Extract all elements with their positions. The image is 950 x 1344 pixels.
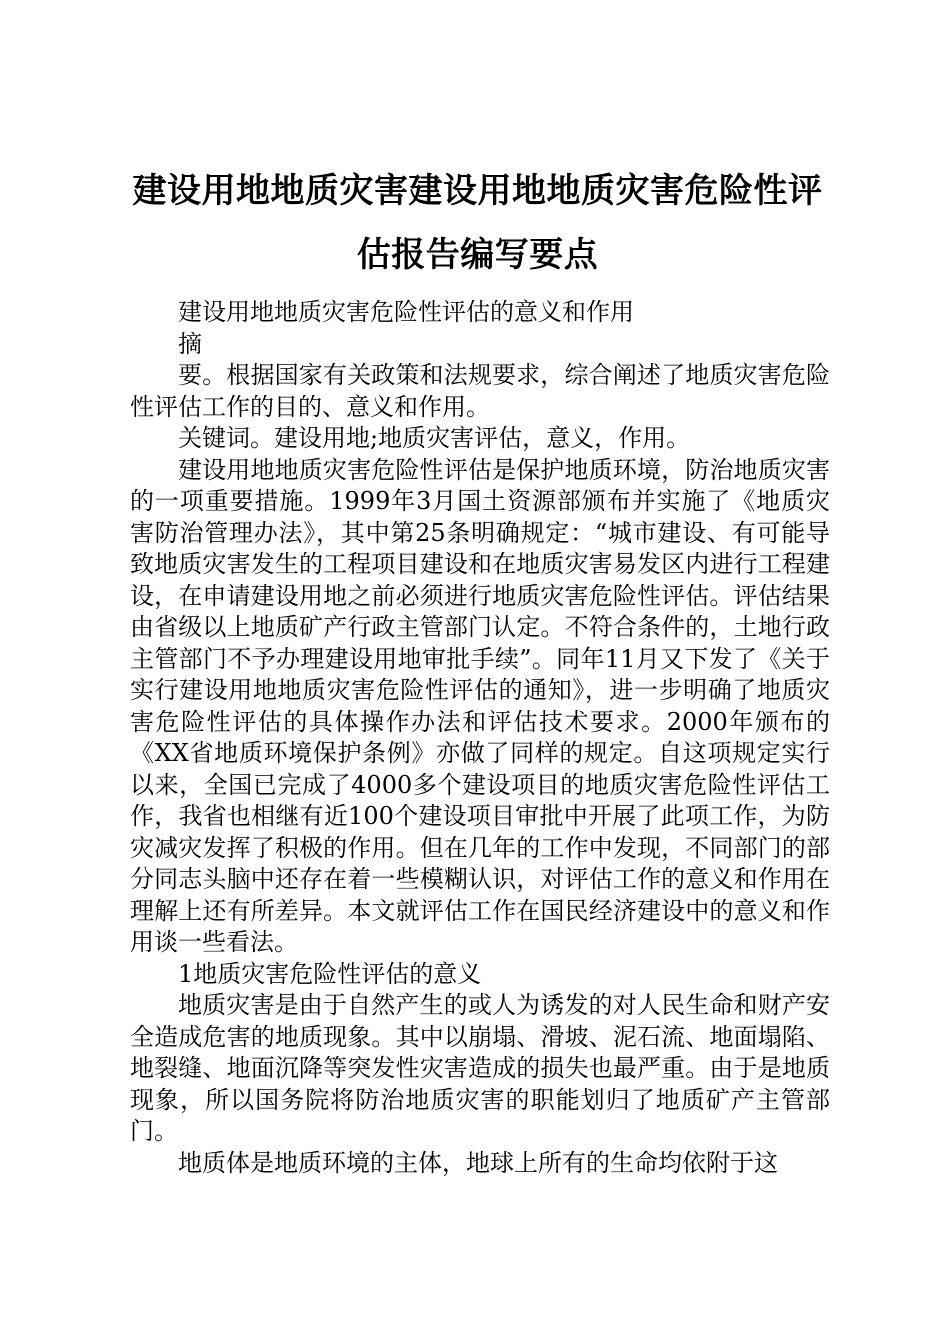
paragraph-heading-1: 1地质灾害危险性评估的意义: [178, 959, 482, 988]
document-title: 建设用地地质灾害建设用地地质灾害危险性评估报告编写要点: [132, 171, 823, 275]
paragraph-abstract-label: 摘: [178, 329, 202, 358]
paragraph-abstract: 要。根据国家有关政策和法规要求，综合阐述了地质灾害危险性评估工作的目的、意义和作用。: [130, 361, 830, 421]
paragraph-intro: 建设用地地质灾害危险性评估是保护地质环境，防治地质灾害的一项重要措施。1999年3月国土资源部颁布并实施了《地质灾害防治管理办法》，其中第25条明确规定：“城市建设、有可能导致地质灾害发生的工程项目建设和在地质灾害易发区内进行工程建设，在申请建设用地之前必须进行地质灾害危险性评估。评估结果由省级以上地质矿产行政主管部门认定。不符合条件的，土地行政主管部门不予办理建设用地审批手续”。同年11月又下发了《关于实行建设用地地质灾害危险性评估的通知》，进一步明确了地质灾害危险性评估的具体操作办法和评估技术要求。2000年颁布的《XX省地质环境保护条例》亦做了同样的规定。自这项规定实行以来，全国已完成了4000多个建设项目的地质灾害危险性评估工作，我省也相继有近100个建设项目审批中开展了此项工作，为防灾减灾发挥了积极的作用。但在几年的工作中发现，不同部门的部分同志头脑中还存在着一些模糊认识，对评估工作的意义和作用在理解上还有所差异。本文就评估工作在国民经济建设中的意义和作用谈一些看法。: [130, 455, 830, 956]
paragraph-geology: 地质体是地质环境的主体，地球上所有的生命均依附于这: [178, 1148, 778, 1177]
paragraph-keywords: 关键词。建设用地;地质灾害评估，意义，作用。: [178, 424, 691, 452]
paragraph-definition: 地质灾害是由于自然产生的或人为诱发的对人民生命和财产安全造成危害的地质现象。其中以崩塌、滑坡、泥石流、地面塌陷、地裂缝、地面沉降等突发性灾害造成的损失也最严重。由于是地质现象，所以国务院将防治地质灾害的职能划归了地质矿产主管部门。: [130, 991, 830, 1145]
paragraph-section-heading: 建设用地地质灾害危险性评估的意义和作用: [178, 298, 634, 326]
document-body: [130, 297, 830, 1179]
